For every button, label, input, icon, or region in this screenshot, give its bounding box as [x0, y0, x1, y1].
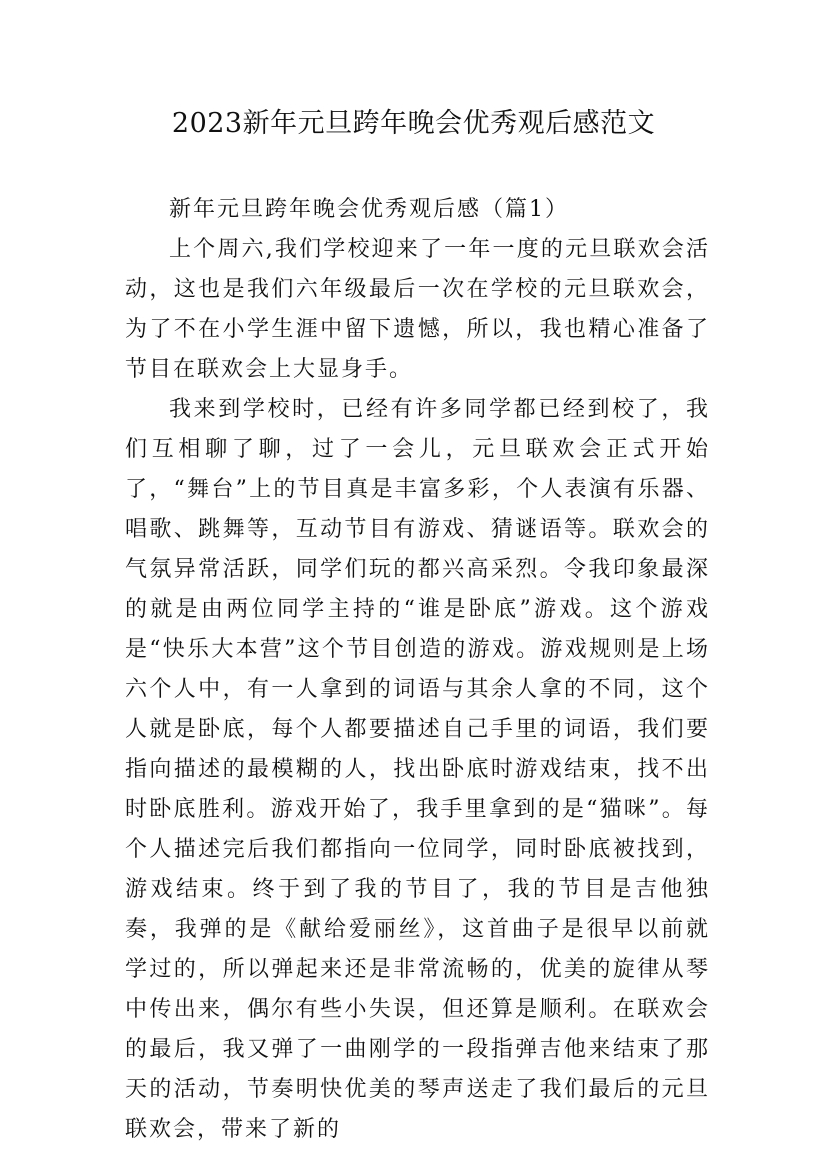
section-heading: 新年元旦跨年晚会优秀观后感（篇1） [169, 197, 569, 222]
paragraph-1: 上个周六,我们学校迎来了一年一度的元旦联欢会活动，这也是我们六年级最后一次在学校的元旦联欢会，为了不在小学生涯中留下遗憾，所以，我也精心准备了节目在联欢会上大显身手。 [125, 237, 710, 382]
document-title: 2023新年元旦跨年晚会优秀观后感范文 [171, 108, 656, 139]
document-body [125, 190, 710, 1150]
paragraph-2: 我来到学校时，已经有许多同学都已经到校了，我们互相聊了聊，过了一会儿，元旦联欢会正式开始了，“舞台”上的节目真是丰富多彩，个人表演有乐器、唱歌、跳舞等，互动节目有游戏、猜谜语等。联欢会的气氛异常活跃，同学们玩的都兴高采烈。令我印象最深的就是由两位同学主持的“谁是卧底”游戏。这个游戏是“快乐大本营”这个节目创造的游戏。游戏规则是上场六个人中，有一人拿到的词语与其余人拿的不同，这个人就是卧底，每个人都要描述自己手里的词语，我们要指向描述的最模糊的人，找出卧底时游戏结束，找不出时卧底胜利。游戏开始了，我手里拿到的是“猫咪”。每个人描述完后我们都指向一位同学，同时卧底被找到，游戏结束。终于到了我的节目了，我的节目是吉他独奏，我弹的是《献给爱丽丝》，这首曲子是很早以前就学过的，所以弹起来还是非常流畅的，优美的旋律从琴中传出来，偶尔有些小失误，但还算是顺利。在联欢会的最后，我又弹了一曲刚学的一段指弹吉他来结束了那天的活动，节奏明快优美的琴声送走了我们最后的元旦联欢会，带来了新的 [125, 397, 710, 1142]
